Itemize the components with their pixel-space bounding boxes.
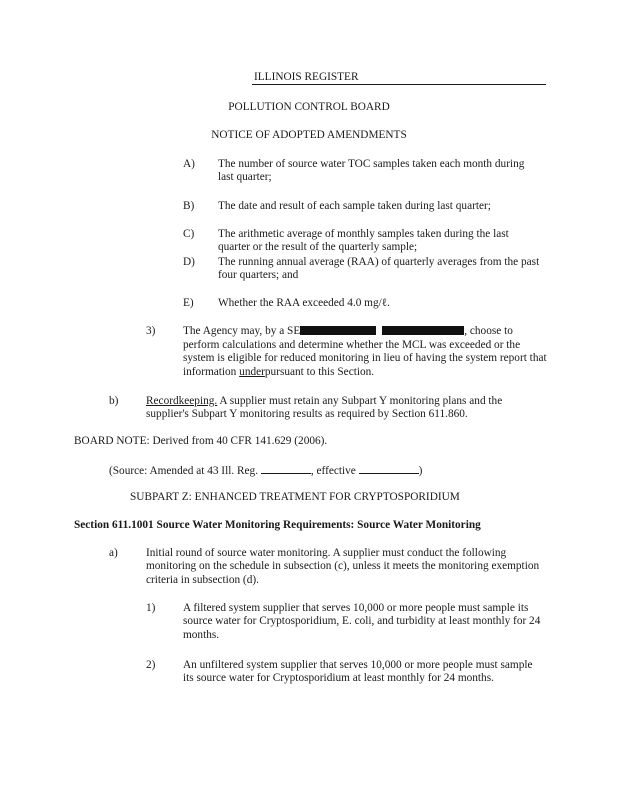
item3-line-end: , choose to — [464, 325, 513, 337]
subsection-label: a) — [109, 547, 118, 559]
numbered-item-label: 3) — [146, 325, 156, 337]
subsection-b-text — [146, 395, 544, 422]
register-title: ILLINOIS REGISTER — [252, 71, 546, 85]
section-heading: Section 611.1001 Source Water Monitoring Requirements: Source Water Monitoring — [74, 519, 481, 531]
item3-line-start: The Agency may, by a SE — [183, 325, 301, 337]
source-prefix: (Source: Amended at 43 Ill. Reg. — [109, 465, 261, 477]
blank-line — [261, 463, 311, 474]
subpart-heading: SUBPART Z: ENHANCED TREATMENT FOR CRYPTOSPORIDIUM — [130, 491, 460, 503]
subsection-label: b) — [109, 395, 119, 407]
item3-text — [183, 339, 549, 379]
subsection-a-text: Initial round of source water monitoring. A supplier must conduct the following monitoring on the schedule in subsection (c), unless it meets the monitoring exemption criteria in subsection (d). — [146, 547, 540, 586]
list-item-text: The arithmetic average of monthly samples taken during the last quarter or the result of the quarterly sample; — [218, 228, 509, 254]
list-item-text: The number of source water TOC samples taken each month during last quarter; — [218, 158, 525, 184]
redaction-bar — [300, 326, 376, 335]
item3-text-before: perform calculations and determine whether the MCL was exceeded or the system is eligible for reduced monitoring in lieu of having the system report that information — [183, 339, 547, 378]
source-line — [109, 463, 422, 478]
board-note: BOARD NOTE: Derived from 40 CFR 141.629 (2006). — [74, 435, 328, 447]
numbered-item-text: A filtered system supplier that serves 10,000 or more people must sample its source water for Cryptosporidium, E. coli, and turbidity at least monthly for 24 months. — [183, 602, 541, 641]
notice-title: NOTICE OF ADOPTED AMENDMENTS — [211, 129, 407, 141]
list-item-text: The running annual average (RAA) of quarterly averages from the past four quarters; and — [218, 256, 540, 282]
numbered-item-label: 1) — [146, 602, 156, 614]
source-suffix: ) — [418, 465, 423, 477]
numbered-item-label: 2) — [146, 659, 156, 671]
list-item-label: E) — [183, 297, 194, 309]
list-item-text: The date and result of each sample taken during last quarter; — [218, 200, 491, 212]
list-item-label: D) — [183, 256, 195, 268]
source-middle: , effective — [310, 465, 359, 477]
board-title: POLLUTION CONTROL BOARD — [228, 101, 390, 113]
list-item-label: C) — [183, 228, 195, 240]
subsection-body: A supplier must retain any Subpart Y monitoring plans and the supplier's Subpart Y monitoring results as required by Section 611.860. — [146, 395, 503, 421]
numbered-item-text: An unfiltered system supplier that serves 10,000 or more people must sample its source water for Cryptosporidium at least monthly for 24 months. — [183, 659, 533, 685]
item3-first-line — [183, 325, 513, 338]
redaction-bar — [382, 326, 464, 335]
list-item-text: Whether the RAA exceeded 4.0 mg/ℓ. — [218, 297, 390, 309]
underlined-word: under — [239, 365, 265, 378]
list-item-label: B) — [183, 200, 195, 212]
subsection-heading: Recordkeeping. — [146, 395, 218, 407]
item3-text-after: pursuant to this Section. — [264, 365, 375, 378]
list-item-label: A) — [183, 158, 195, 170]
blank-line — [359, 463, 419, 474]
